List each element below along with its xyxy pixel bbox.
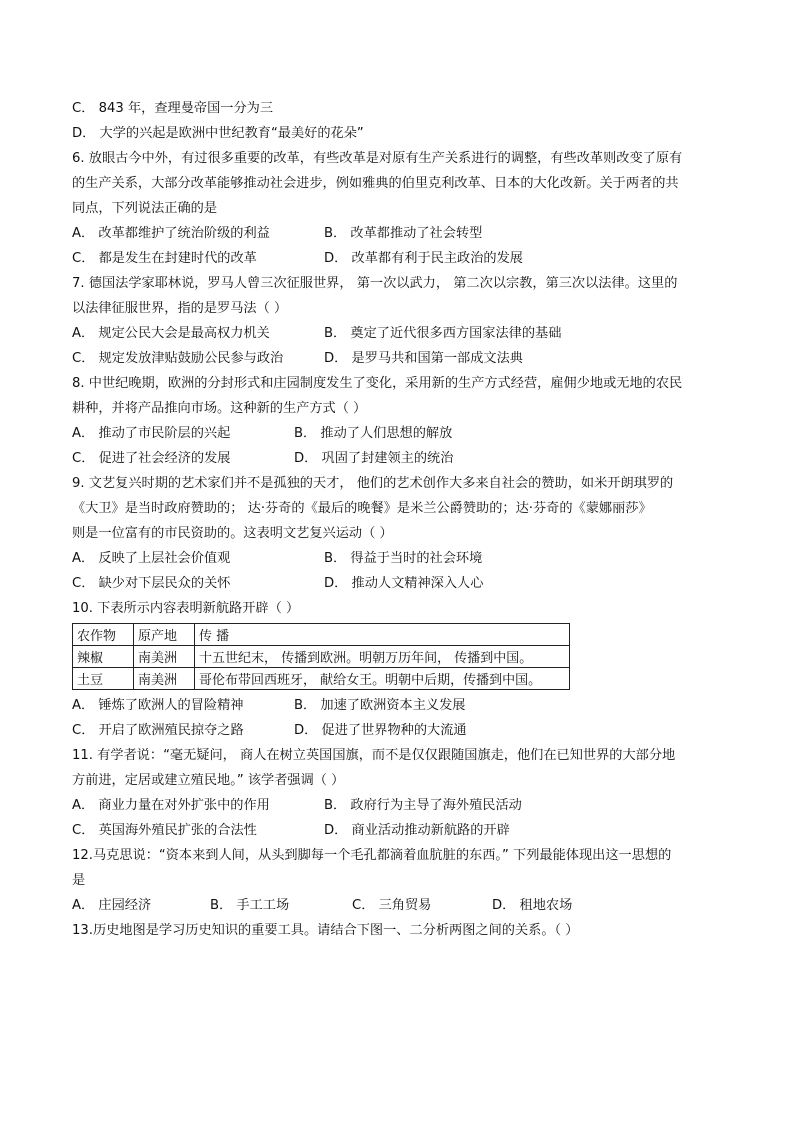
option-b[interactable]: B． 推动了人们思想的解放 [294,426,453,441]
exam-page [72,96,724,943]
question-12-options-row [72,893,724,918]
question-6-line-2: 的生产关系，大部分改革能够推动社会进步，例如雅典的伯里克利改革、日本的大化改新。关于两者的共 [72,176,679,191]
option-d[interactable]: D． 推动人文精神深入人心 [324,576,484,591]
option-a[interactable]: A． 改革都维护了统治阶级的利益 [72,226,270,241]
question-8 [72,371,724,471]
question-10-line-1: 10. 下表所示内容表明新航路开辟（ ） [72,601,300,616]
option-d[interactable]: D． 是罗马共和国第一部成文法典 [324,351,523,366]
question-9-line-1: 9. 文艺复兴时期的艺术家们并不是孤独的天才， 他们的艺术创作大多来自社会的赞助，如米开朗琪罗的 [72,476,674,491]
option-c[interactable]: C． 英国海外殖民扩张的合法性 [72,823,257,838]
question-11-options-row-1 [72,793,724,818]
question-8-line-2: 耕种，并将产品推向市场。这种新的生产方式（ ） [72,401,367,416]
option-a[interactable]: A． 推动了市民阶层的兴起 [72,426,231,441]
option-b[interactable]: B． 奠定了近代很多西方国家法律的基础 [324,326,562,341]
question-11-line-2: 方前进，定居或建立殖民地。” 该学者强调（ ） [72,773,345,788]
table-row [73,646,570,668]
option-d[interactable]: D． 促进了世界物种的大流通 [294,723,467,738]
option-d[interactable]: D． 改革都有利于民主政治的发展 [324,251,523,266]
table-cell: 土豆 [73,668,134,690]
table-cell: 十五世纪末， 传播到欧洲。明朝万历年间， 传播到中国。 [195,646,570,668]
option-a[interactable]: A． 反映了上层社会价值观 [72,551,231,566]
crop-table [72,623,570,690]
question-7 [72,271,724,371]
option-c[interactable]: C． 都是发生在封建时代的改革 [72,251,257,266]
question-6-line-3: 同点，下列说法正确的是 [72,201,218,216]
question-6-line-1: 6. 放眼古今中外，有过很多重要的改革，有些改革是对原有生产关系进行的调整，有些改革则改变了原有 [72,151,683,166]
question-13 [72,918,724,943]
question-7-options-row-2 [72,346,724,371]
question-11 [72,743,724,843]
question-6-options-row-1 [72,221,724,246]
table-cell: 南美洲 [134,668,195,690]
question-11-options-row-2 [72,818,724,843]
question-11-line-1: 11. 有学者说：“毫无疑问， 商人在树立英国国旗，而不是仅仅跟随国旗走，他们在已知世界的大部分地 [72,748,676,763]
question-12-line-2: 是 [72,873,86,888]
option-d[interactable]: D． 巩固了封建领主的统治 [294,451,454,466]
table-cell: 南美洲 [134,646,195,668]
option-b[interactable]: B． 加速了欧洲资本主义发展 [294,698,466,713]
option-c[interactable]: C． 缺少对下层民众的关怀 [72,576,231,591]
question-7-line-2: 以法律征服世界，指的是罗马法（ ） [72,301,288,316]
option-b[interactable]: B． 改革都推动了社会转型 [324,226,483,241]
question-9-line-3: 则是一位富有的市民资助的。这表明文艺复兴运动（ ） [72,526,393,541]
table-cell: 哥伦布带回西班牙， 献给女王。明朝中后期，传播到中国。 [195,668,570,690]
question-8-line-1: 8. 中世纪晚期，欧洲的分封形式和庄园制度发生了变化，采用新的生产方式经营，雇佣少地或无地的农民 [72,376,683,391]
question-9-line-2: 《大卫》是当时政府赞助的； 达·芬奇的《最后的晚餐》是米兰公爵赞助的；达·芬奇的《蒙娜丽莎》 [72,501,652,516]
question-10 [72,596,724,743]
option-a[interactable]: A． 庄园经济 [72,898,152,913]
option-d[interactable]: D． 租地农场 [492,898,573,913]
question-9-options-row-2 [72,571,724,596]
option-c: C． 843 年，查理曼帝国一分为三 [72,101,274,116]
option-b[interactable]: B． 手工工场 [210,898,290,913]
option-c[interactable]: C． 规定发放津贴鼓励公民参与政治 [72,351,284,366]
question-10-options-row-1 [72,693,724,718]
table-header-row [73,624,570,646]
option-d: D． 大学的兴起是欧洲中世纪教育“最美好的花朵” [72,126,364,141]
question-8-options-row-1 [72,421,724,446]
table-header: 原产地 [134,624,195,646]
question-9-options-row-1 [72,546,724,571]
option-c[interactable]: C． 促进了社会经济的发展 [72,451,231,466]
question-13-line-1: 13.历史地图是学习历史知识的重要工具。请结合下图一、二分析两图之间的关系。（ ） [72,923,579,938]
option-d[interactable]: D． 商业活动推动新航路的开辟 [324,823,510,838]
question-7-line-1: 7. 德国法学家耶林说，罗马人曾三次征服世界， 第一次以武力， 第二次以宗教，第三次以法律。这里的 [72,276,678,291]
option-a[interactable]: A． 规定公民大会是最高权力机关 [72,326,270,341]
question-10-options-row-2 [72,718,724,743]
table-header: 农作物 [73,624,134,646]
option-a[interactable]: A． 商业力量在对外扩张中的作用 [72,798,270,813]
table-cell: 辣椒 [73,646,134,668]
question-8-options-row-2 [72,446,724,471]
question-6 [72,146,724,271]
table-row [73,668,570,690]
option-a[interactable]: A． 锤炼了欧洲人的冒险精神 [72,698,244,713]
option-c[interactable]: C． 三角贸易 [352,898,432,913]
question-9 [72,471,724,596]
question-12 [72,843,724,918]
question-6-options-row-2 [72,246,724,271]
question-12-line-1: 12.马克思说：“资本来到人间，从头到脚每一个毛孔都滴着血肮脏的东西。” 下列最能体现出这一思想的 [72,848,672,863]
question-7-options-row-1 [72,321,724,346]
option-b[interactable]: B． 政府行为主导了海外殖民活动 [324,798,522,813]
option-b[interactable]: B． 得益于当时的社会环境 [324,551,483,566]
table-header: 传 播 [195,624,570,646]
option-c[interactable]: C． 开启了欧洲殖民掠夺之路 [72,723,244,738]
